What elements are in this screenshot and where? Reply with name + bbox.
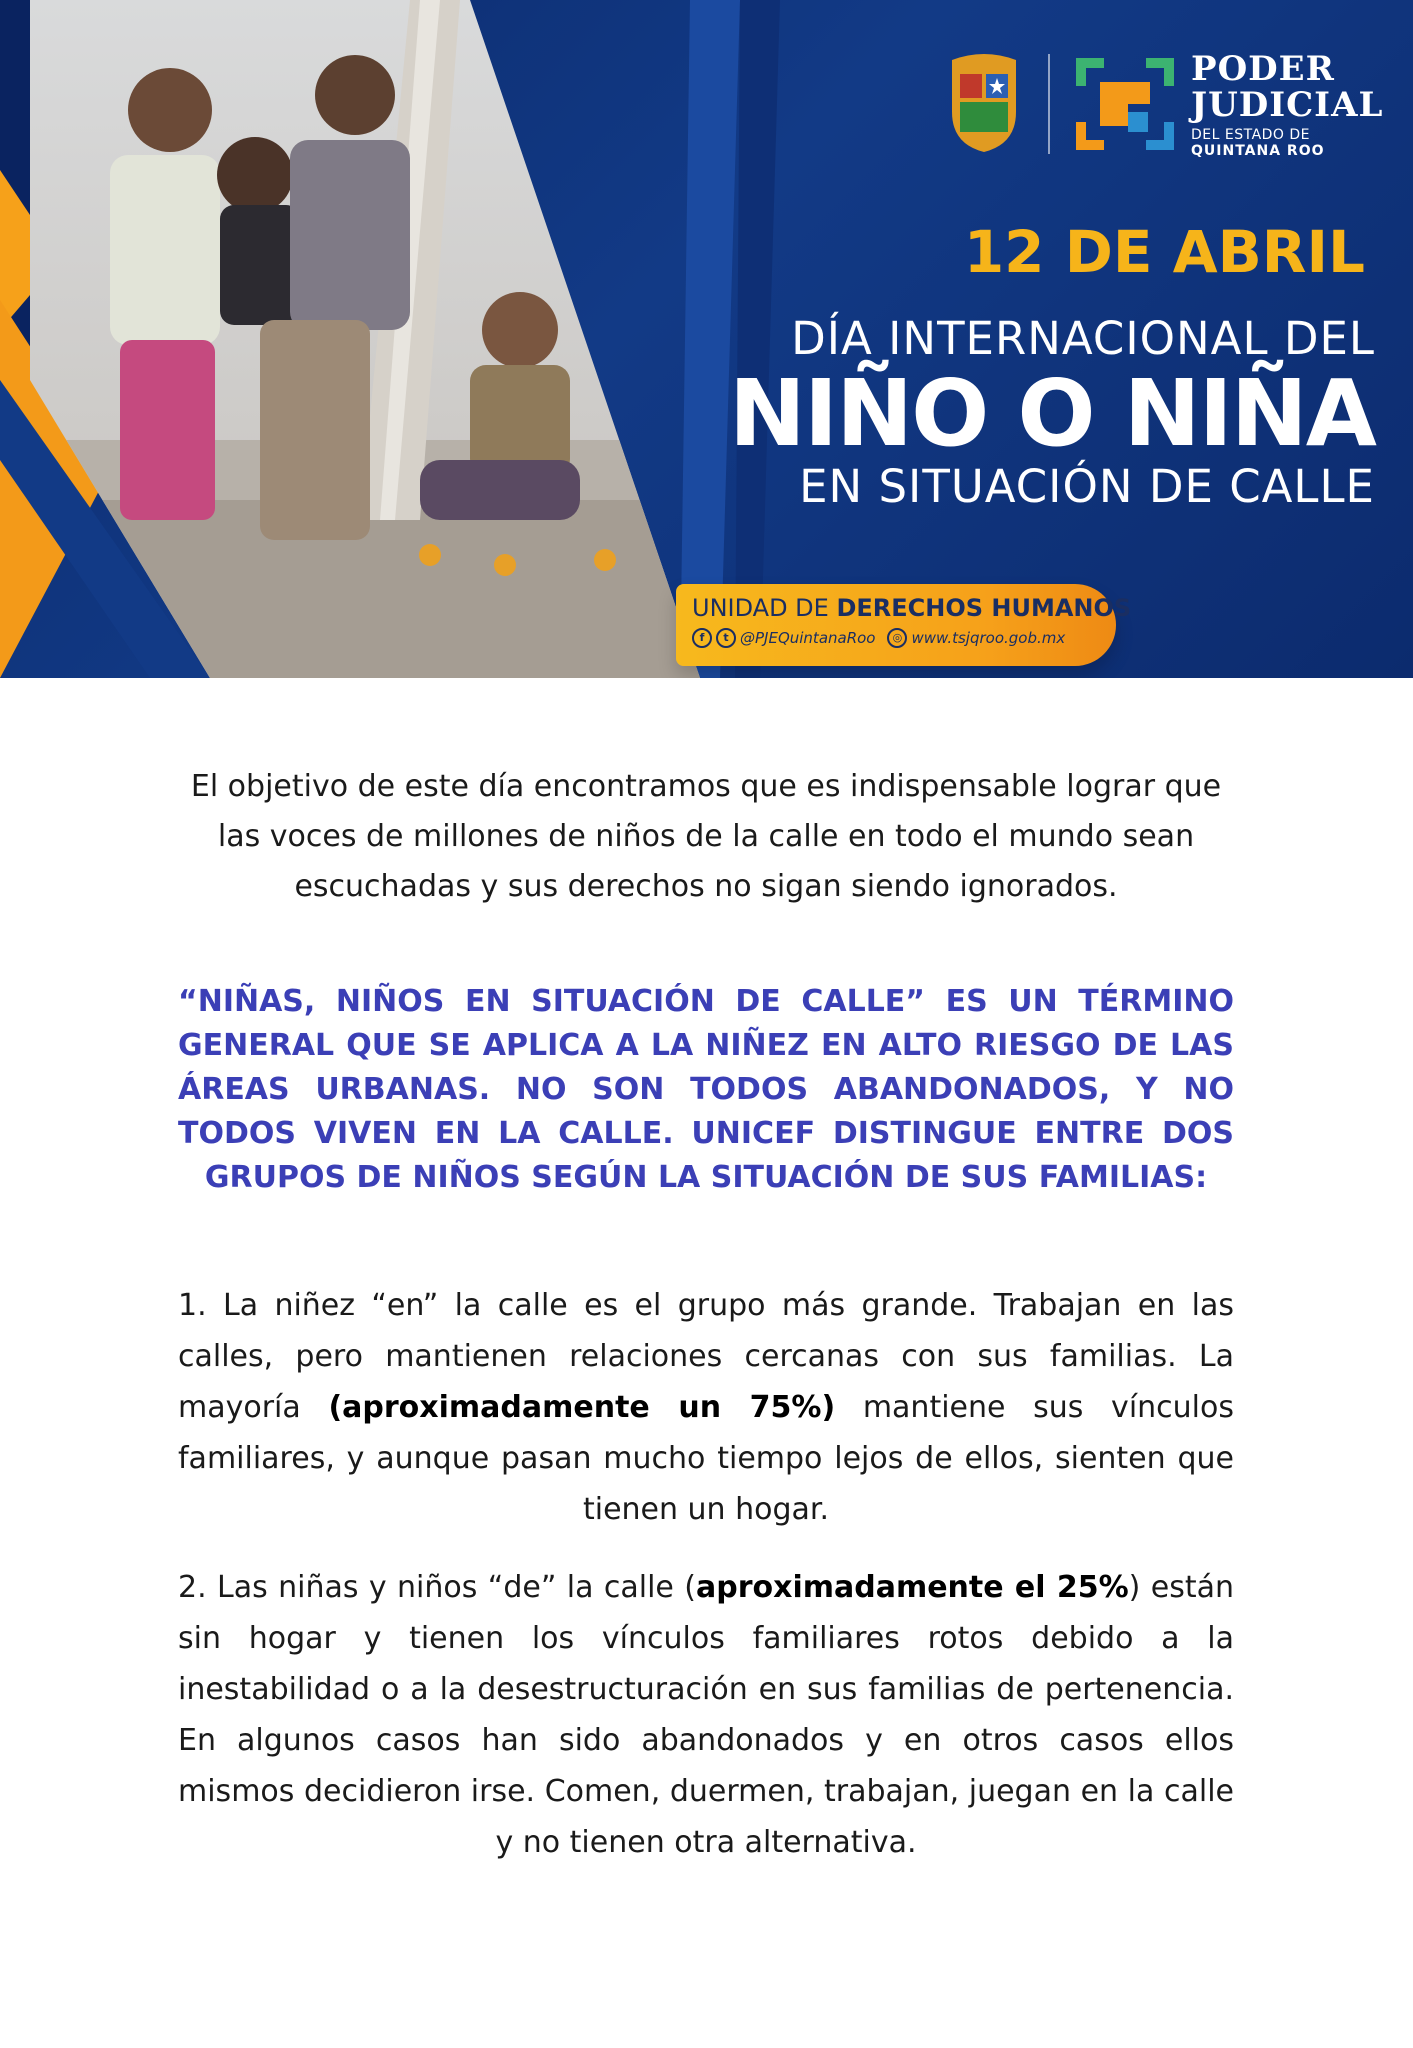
globe-icon: ◎ bbox=[887, 628, 907, 648]
logo-group bbox=[948, 49, 1384, 162]
title-line-2: NIÑO O NIÑA bbox=[728, 360, 1375, 467]
org-line-3: DEL ESTADO DE bbox=[1191, 127, 1311, 143]
item1-text-b: mantiene sus vínculos familiares, y aunque pasan mucho tiempo lejos de ellos, sienten que tienen un hogar. bbox=[178, 1390, 1234, 1527]
definition-paragraph: “NIÑAS, NIÑOS EN SITUACIÓN DE CALLE” ES UN TÉRMINO GENERAL QUE SE APLICA A LA NIÑEZ EN ALTO RIESGO DE LAS ÁREAS URBANAS. NO SON TODOS ABANDONADOS, Y NO TODOS VIVEN EN LA CALLE. UNICEF DISTINGUE ENTRE DOS GRUPOS DE NIÑOS SEGÚN LA SITUACIÓN DE SUS FAMILIAS: bbox=[178, 984, 1234, 1195]
item2-percentage: aproximadamente el 25% bbox=[695, 1570, 1129, 1605]
item2-text-b: ) están sin hogar y tienen los vínculos familiares rotos debido a la inestabilidad o a la desestructuración en sus familias de pertenencia. En algunos casos han sido abandonados y en otros casos ellos mismos decidieron irse. Comen, duermen, trabajan, juegan en la calle y no tienen otra alternativa. bbox=[178, 1570, 1234, 1860]
unit-badge bbox=[676, 584, 1132, 666]
org-line-2: JUDICIAL bbox=[1191, 85, 1384, 125]
item2-text-a: 2. Las niñas y niños “de” la calle ( bbox=[178, 1570, 696, 1605]
group-item-1 bbox=[178, 1280, 1234, 1535]
website-link[interactable]: www.tsjqroo.gob.mx bbox=[911, 629, 1066, 647]
unit-name: DERECHOS HUMANOS bbox=[836, 594, 1132, 622]
intro-paragraph: El objetivo de este día encontramos que es indispensable lograr que las voces de millones de niños de la calle en todo el mundo sean escuchadas y sus derechos no sigan siendo ignorados. bbox=[190, 769, 1222, 904]
org-line-4: QUINTANA ROO bbox=[1191, 143, 1325, 159]
facebook-icon: f bbox=[692, 628, 712, 648]
children-photo bbox=[0, 0, 720, 678]
logo-divider bbox=[1048, 54, 1050, 154]
social-links bbox=[692, 628, 1065, 648]
poder-judicial-wordmark bbox=[1191, 49, 1384, 159]
poder-judicial-emblem-icon bbox=[1070, 52, 1180, 156]
item1-text-a: 1. La niñez “en” la calle es el grupo más grande. Trabajan en las calles, pero mantienen relaciones cercanas con sus familias. La mayoría bbox=[178, 1288, 1234, 1425]
title-line-3: EN SITUACIÓN DE CALLE bbox=[799, 460, 1375, 513]
quintana-roo-shield-icon bbox=[948, 52, 1020, 152]
org-line-1: PODER bbox=[1191, 49, 1335, 89]
social-handle: @PJEQuintanaRoo bbox=[740, 629, 876, 647]
unit-prefix: UNIDAD DE bbox=[692, 594, 829, 622]
unit-title bbox=[692, 594, 1131, 622]
header-banner bbox=[0, 0, 1413, 678]
street-children-illustration bbox=[0, 0, 720, 678]
date-heading: 12 DE ABRIL bbox=[963, 218, 1365, 286]
twitter-icon: t bbox=[716, 628, 736, 648]
item1-percentage: (aproximadamente un 75%) bbox=[328, 1390, 836, 1425]
group-item-2 bbox=[178, 1562, 1234, 1868]
title-line-1: DÍA INTERNACIONAL DEL bbox=[791, 312, 1375, 365]
